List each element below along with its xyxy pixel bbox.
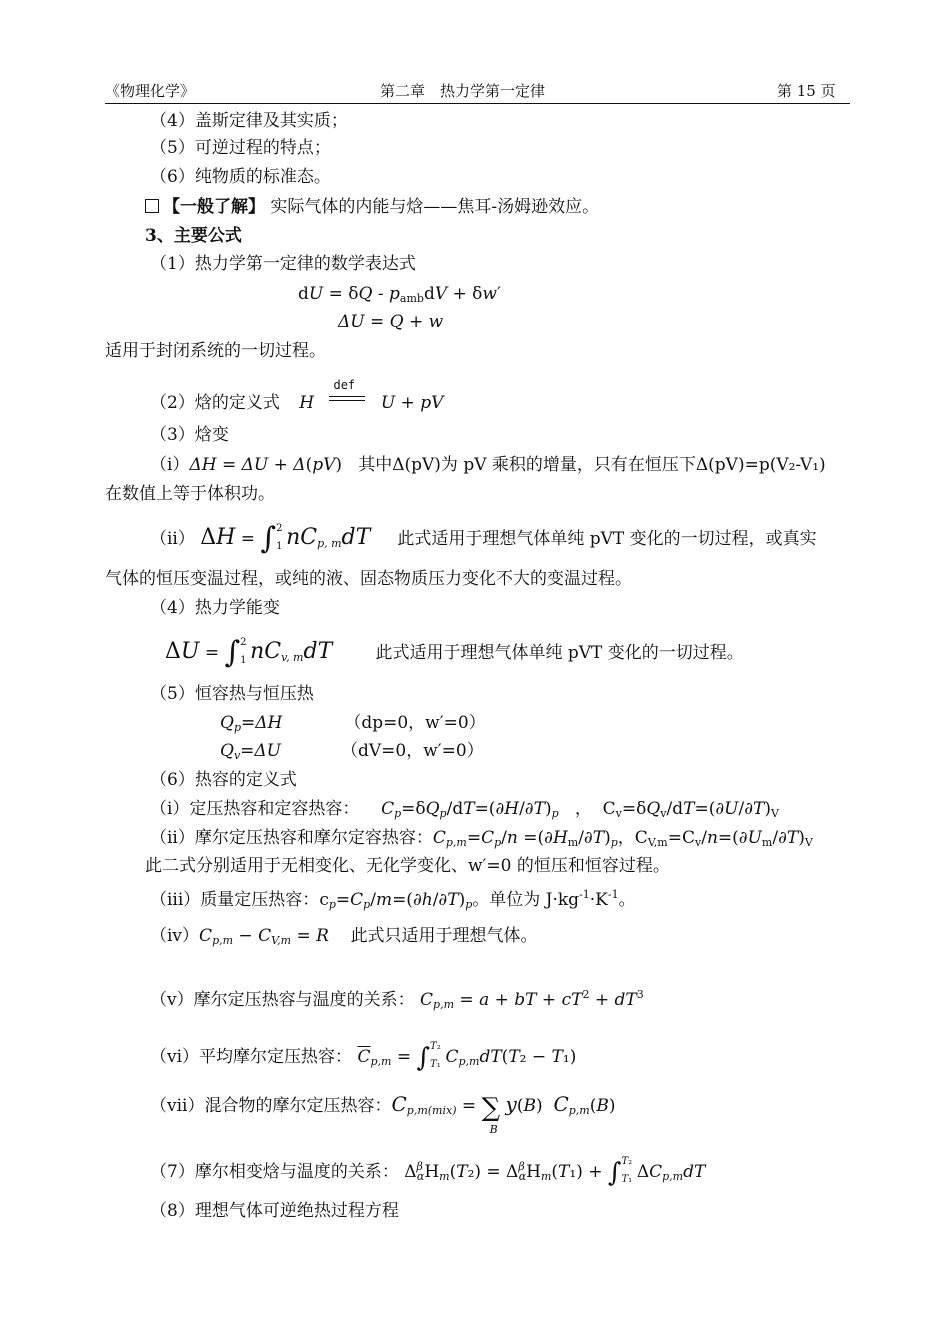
internal-energy-change-line: ΔU = ∫ 2 1 $nC_{v, m}dT$ 此式适用于理想气体单纯 pVT 变化的一切过程。 (165, 635, 744, 670)
header-book-title: 《物理化学》 (105, 82, 196, 100)
formula-title: （5）恒容热与恒压热 (150, 684, 314, 704)
phase-transition-enthalpy-line: （7）摩尔相变焓与温度的关系： $\Delta^\beta_\alpha H_m(T_2) = \Delta^\beta_\alpha H_m(T_1)$ + ∫ T₂ T₁ $\Delta C_{p,m}dT$ (150, 1156, 706, 1188)
constant-pressure-heat: $Q_p=\Delta H$ （dp=0，w′=0） (220, 713, 486, 734)
formula-title: （4）热力学能变 (150, 598, 280, 618)
formula-note: 此式适用于理想气体单纯 pVT 变化的一切过程。 (375, 643, 744, 663)
formula-note: 在数值上等于体积功。 (105, 484, 275, 504)
header-rule (105, 103, 850, 104)
heat-capacity-vi-line: （vi）平均摩尔定压热容： $\overline{C}_{p,m}$ = ∫ T₂ T₁ $C_{p,m}dT(T_2 - T_1)$ (150, 1041, 577, 1073)
formula-note: 此式只适用于理想气体。 (350, 926, 538, 946)
constant-volume-heat: $Q_v=\Delta U$ （dV=0，w′=0） (220, 741, 484, 762)
list-item: （6）纯物质的标准态。 (150, 167, 331, 187)
general-understanding-line (145, 196, 599, 218)
list-item: （4）盖斯定律及其实质； (150, 111, 348, 131)
heat-capacity-ii-line: （ii）摩尔定压热容和摩尔定容热容：$C_{p,m}=C_p/n =(\partial H_m/\partial T)_p$，$C_{V,m}=C_v/n=(\partial U_m/\partial T)_V$ (150, 828, 813, 849)
formula-note: 气体的恒压变温过程，或纯的液、固态物质压力变化不大的变温过程。 (105, 569, 632, 589)
heat-capacity-v-line: （v）摩尔定压热容与温度的关系： $C_{p,m} = a$ + bT + $cT^2 + dT^3$ (150, 988, 644, 1011)
formula-title: （8）理想气体可逆绝热过程方程 (150, 1201, 399, 1221)
heat-capacity-vii-line: （vii）混合物的摩尔定压热容：$C_{p,m(mix)}$ = ∑ B y(B) $C_{p,m}(B)$ (150, 1092, 616, 1136)
formula-title: （2）焓的定义式 (150, 393, 280, 413)
general-label: 【一般了解】 (163, 197, 265, 217)
definition-equals-symbol: def (325, 390, 369, 410)
formula-note: 其中Δ(pV)为 pV 乘积的增量，只有在恒压下Δ(pV)=p(V₂-V₁) (358, 455, 826, 475)
checkbox-square-icon (145, 199, 159, 213)
formula-first-law-differential: dU = $\delta Q - p_{amb}dV + \delta w'$ (298, 284, 501, 305)
section-heading: 3、主要公式 (145, 226, 242, 246)
formula-note: 适用于封闭系统的一切过程。 (105, 341, 326, 361)
formula-first-law-integral: ΔU = Q + w (338, 312, 444, 332)
formula-title: （3）焓变 (150, 425, 229, 445)
heat-capacity-i-line: （i）定压热容和定容热容： $C_p=\delta Q_p/dT=(\partial H/\partial T)_p$ ， $C_v=\delta Q_v/dT=(\partial U/\partial T)_V$ (150, 799, 779, 820)
heat-capacity-iii-line: （iii）质量定压热容：$c_p=C_p/m=(\partial h/\partial T)_p$。单位为 $J\cdot kg^{-1}\cdot K^{-1}$。 (150, 888, 636, 911)
formula-note: 此式适用于理想气体单纯 pVT 变化的一切过程，或真实 (397, 529, 817, 549)
enthalpy-change-ii-line: （ii） ΔH = ∫ 2 1 $nC_{p, m}dT$ 此式适用于理想气体单纯 pVT 变化的一切过程，或真实 (150, 521, 817, 556)
formula-note: 此二式分别适用于无相变化、无化学变化、w′=0 的恒压和恒容过程。 (145, 856, 670, 876)
heat-capacity-iv-line: $(iv)C_{p,m} - C_{V,m} = R$ 此式只适用于理想气体。 (150, 926, 538, 947)
formula-title: （6）热容的定义式 (150, 770, 297, 790)
list-item: （5）可逆过程的特点； (150, 138, 331, 158)
formula-title: （1）热力学第一定律的数学表达式 (150, 254, 416, 274)
enthalpy-change-i-line: （i）ΔH = ΔU + Δ(pV) 其中Δ(pV)为 pV 乘积的增量，只有在恒压下Δ(pV)=p(V₂-V₁) (150, 455, 826, 475)
enthalpy-definition-line: （2）焓的定义式 H def U + pV (150, 378, 444, 413)
general-text: 实际气体的内能与焓——焦耳-汤姆逊效应。 (265, 197, 600, 217)
header-chapter: 第二章 热力学第一定律 (380, 82, 546, 100)
header-page-number: 第 15 页 (777, 82, 836, 100)
